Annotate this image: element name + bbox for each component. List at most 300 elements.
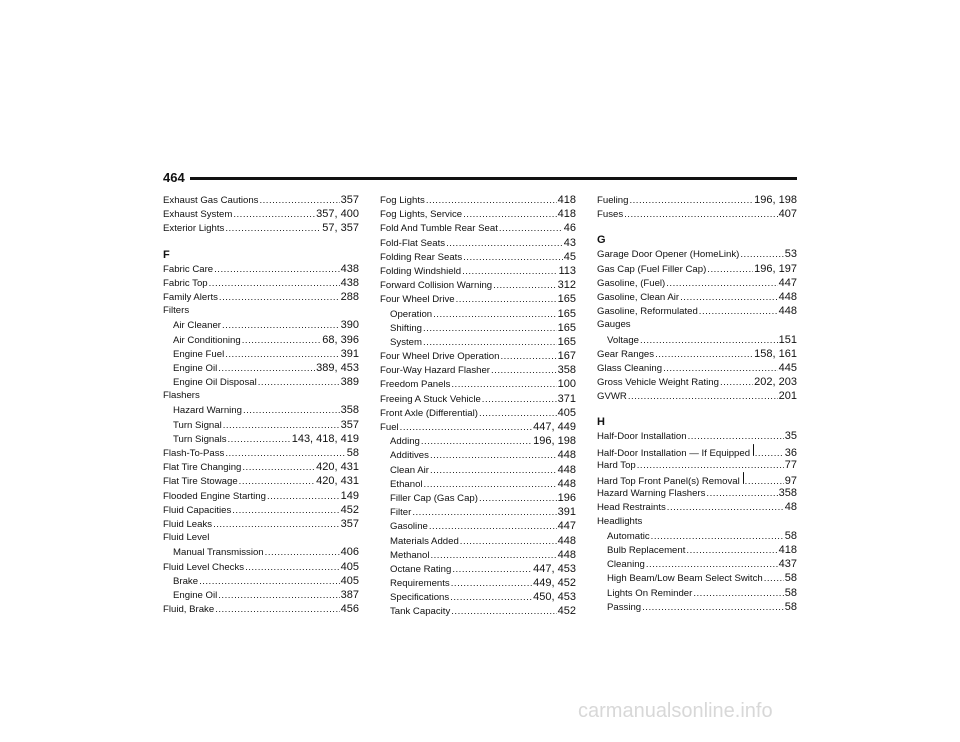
- dot-leader: [400, 421, 533, 434]
- index-term: Fluid Level: [163, 532, 210, 544]
- page-reference: 165: [557, 335, 576, 348]
- index-term: Exhaust Gas Cautions: [163, 195, 259, 206]
- index-subentry: [380, 434, 576, 448]
- index-term: Gasoline, Reformulated: [597, 306, 698, 318]
- dot-leader: [423, 322, 557, 335]
- dot-leader: [265, 546, 340, 559]
- page-reference: 391: [557, 506, 576, 519]
- dot-leader: [479, 492, 557, 505]
- index-term: Four Wheel Drive: [380, 294, 455, 306]
- index-entry: [597, 429, 797, 443]
- dot-leader: [680, 291, 778, 304]
- play-video-icon: [753, 444, 754, 456]
- dot-leader: [225, 447, 345, 460]
- dot-leader: [228, 433, 291, 446]
- dot-leader: [421, 435, 532, 448]
- index-entry: [163, 446, 359, 460]
- index-term: Flooded Engine Starting: [163, 490, 266, 502]
- page-reference: 312: [557, 279, 576, 292]
- page-reference: 201: [778, 390, 797, 403]
- page-reference: 448: [778, 305, 797, 318]
- index-entry: [163, 460, 359, 474]
- index-subentry: [380, 335, 576, 349]
- dot-leader: [433, 308, 557, 321]
- index-entry: [163, 276, 359, 290]
- index-entry: [163, 193, 359, 207]
- index-term: Fuel: [380, 422, 399, 433]
- index-entry: [380, 377, 576, 391]
- index-subentry: [380, 576, 576, 590]
- index-term: Gasoline, Clean Air: [597, 291, 680, 303]
- index-subentry: [597, 571, 797, 585]
- index-term: Materials Added: [390, 535, 459, 547]
- page-reference: 58: [784, 586, 797, 599]
- page-reference: 100: [557, 378, 576, 391]
- index-term: Hard Top Front Panel(s) Removal: [597, 476, 740, 487]
- index-entry: [163, 517, 359, 531]
- watermark-footer: carmanualsonline.info: [578, 700, 773, 722]
- index-term: Freedom Panels: [380, 379, 451, 391]
- index-entry: [597, 472, 797, 486]
- page-reference: 196, 198: [754, 194, 797, 206]
- dot-leader: [223, 419, 340, 432]
- page-reference: 437: [778, 558, 797, 571]
- dot-leader: [430, 449, 557, 462]
- section-letter: F: [163, 248, 170, 261]
- index-term: Fabric Care: [163, 263, 214, 275]
- index-term: Flat Tire Changing: [163, 462, 242, 474]
- index-subentry: [380, 562, 576, 576]
- page-reference: 58: [784, 600, 797, 613]
- page-reference: 158, 161: [754, 347, 797, 360]
- dot-leader: [655, 348, 753, 361]
- page-reference: 452: [340, 503, 359, 516]
- dot-leader: [258, 376, 340, 389]
- index-subentry: [380, 307, 576, 321]
- index-subentry: [163, 418, 359, 432]
- index-entry: [597, 500, 797, 514]
- index-subentry: [597, 333, 797, 347]
- index-term: Flat Tire Stowage: [163, 476, 238, 488]
- dot-leader: [666, 277, 777, 290]
- index-term: Turn Signal: [173, 419, 222, 431]
- dot-leader: [462, 265, 557, 278]
- page-reference: 358: [557, 364, 576, 377]
- dot-leader: [199, 575, 340, 588]
- dot-leader: [663, 362, 778, 375]
- dot-leader: [463, 251, 563, 264]
- dot-leader: [245, 561, 340, 574]
- page-reference: 68, 396: [322, 333, 359, 346]
- dot-leader: [218, 589, 339, 602]
- page-reference: 390: [340, 319, 359, 332]
- index-subentry: [380, 604, 576, 618]
- index-term: Clean Air: [390, 464, 429, 476]
- page-reference: 418: [778, 543, 797, 556]
- page-reference: 165: [557, 307, 576, 320]
- index-term: Half-Door Installation — If Equipped: [597, 447, 751, 458]
- dot-leader: [215, 603, 339, 616]
- index-column-3: [597, 193, 797, 614]
- dot-leader: [720, 376, 753, 389]
- index-term: Glass Cleaning: [597, 362, 663, 374]
- index-subentry: [597, 529, 797, 543]
- dot-leader: [243, 404, 340, 417]
- index-column-1: [163, 193, 359, 616]
- index-entry: [163, 290, 359, 304]
- index-term: Four-Way Hazard Flasher: [380, 365, 490, 377]
- page-reference: 358: [340, 404, 359, 417]
- dot-leader: [482, 393, 557, 406]
- index-term: Hazard Warning Flashers: [597, 488, 706, 500]
- index-term: Fluid, Brake: [163, 604, 215, 616]
- index-subentry: [163, 574, 359, 588]
- dot-leader: [430, 549, 556, 562]
- section-letter: G: [597, 234, 606, 247]
- page-reference: 448: [557, 449, 576, 462]
- dot-leader: [424, 478, 557, 491]
- header-rule: [190, 177, 797, 180]
- index-term: Specifications: [390, 592, 450, 604]
- index-entry: [597, 375, 797, 389]
- index-term: Gross Vehicle Weight Rating: [597, 377, 719, 389]
- page-reference: 448: [557, 463, 576, 476]
- dot-leader: [707, 263, 753, 276]
- index-entry: [380, 363, 576, 377]
- dot-leader: [222, 319, 340, 332]
- dot-leader: [479, 407, 557, 420]
- index-subentry: [163, 318, 359, 332]
- index-subentry: [597, 600, 797, 614]
- index-term: Engine Oil: [173, 362, 218, 374]
- index-heading: [163, 304, 359, 318]
- index-term: Fluid Leaks: [163, 518, 213, 530]
- index-entry: [597, 389, 797, 403]
- dot-leader: [232, 504, 339, 517]
- dot-leader: [706, 487, 777, 500]
- index-entry: [597, 276, 797, 290]
- dot-leader: [646, 558, 778, 571]
- page-reference: 167: [557, 350, 576, 363]
- page-reference: 405: [557, 406, 576, 419]
- dot-leader: [463, 208, 557, 221]
- index-heading: [597, 515, 797, 529]
- index-term: Engine Oil: [173, 589, 218, 601]
- index-term: Air Conditioning: [173, 334, 241, 346]
- play-video-icon: [743, 472, 744, 484]
- page-reference: 97: [784, 475, 797, 487]
- page-reference: 438: [340, 276, 359, 289]
- page-reference: 151: [778, 333, 797, 346]
- page-reference: 405: [340, 560, 359, 573]
- page-reference: 448: [557, 534, 576, 547]
- dot-leader: [429, 520, 557, 533]
- page-reference: 389, 453: [316, 361, 359, 374]
- page-reference: 35: [784, 430, 797, 443]
- page-reference: 406: [340, 546, 359, 559]
- index-term: GVWR: [597, 391, 627, 403]
- dot-leader: [629, 194, 753, 207]
- dot-leader: [450, 591, 532, 604]
- index-entry: [380, 221, 576, 235]
- dot-leader: [624, 208, 778, 221]
- dot-leader: [499, 222, 563, 235]
- dot-leader: [242, 461, 315, 474]
- page-reference: 389: [340, 376, 359, 389]
- dot-leader: [451, 378, 556, 391]
- index-term: Brake: [173, 575, 199, 587]
- index-entry: [597, 361, 797, 375]
- index-term: Folding Windshield: [380, 265, 462, 277]
- index-term: Gas Cap (Fuel Filler Cap): [597, 263, 707, 275]
- index-term: Fold And Tumble Rear Seat: [380, 223, 498, 235]
- index-subentry: [380, 321, 576, 335]
- page-reference: 196: [557, 491, 576, 504]
- page-reference: 448: [778, 290, 797, 303]
- page-reference: 420, 431: [316, 461, 359, 474]
- page-reference: 58: [346, 447, 359, 459]
- dot-leader: [493, 279, 556, 292]
- index-heading: [597, 318, 797, 332]
- index-term: Headlights: [597, 515, 643, 527]
- page-reference: 196, 197: [754, 262, 797, 275]
- index-term: System: [390, 336, 422, 348]
- index-subentry: [380, 519, 576, 533]
- index-subentry: [597, 543, 797, 557]
- page-number: 464: [163, 170, 185, 185]
- index-term: Four Wheel Drive Operation: [380, 351, 500, 363]
- dot-leader: [500, 350, 556, 363]
- index-entry: [163, 503, 359, 517]
- index-entry: [163, 262, 359, 276]
- index-subentry: [163, 432, 359, 446]
- page-reference: 448: [557, 477, 576, 490]
- dot-leader: [446, 237, 563, 250]
- index-subentry: [597, 586, 797, 600]
- dot-leader: [688, 430, 784, 443]
- index-entry: [597, 458, 797, 472]
- index-entry: [597, 347, 797, 361]
- page-reference: 447: [778, 276, 797, 289]
- page-reference: 36: [784, 446, 797, 458]
- index-term: Lights On Reminder: [607, 587, 693, 599]
- index-term: Fold-Flat Seats: [380, 237, 446, 249]
- index-term: Front Axle (Differential): [380, 407, 478, 419]
- index-entry: [597, 247, 797, 261]
- page-reference: 407: [778, 208, 797, 221]
- index-subentry: [380, 477, 576, 491]
- index-term: Adding: [390, 436, 420, 448]
- page-reference: 196, 198: [533, 435, 576, 448]
- index-entry: [597, 304, 797, 318]
- dot-leader: [214, 263, 340, 276]
- index-subentry: [163, 375, 359, 389]
- index-entry: [597, 262, 797, 276]
- index-term: Exhaust System: [163, 209, 233, 221]
- index-entry: [380, 236, 576, 250]
- dot-leader: [456, 293, 557, 306]
- index-term: Exterior Lights: [163, 223, 225, 235]
- page-reference: 58: [784, 572, 797, 585]
- index-term: Filler Cap (Gas Cap): [390, 492, 478, 504]
- page-reference: 357: [340, 418, 359, 431]
- index-term: Fuses: [597, 209, 624, 221]
- index-entry: [163, 221, 359, 235]
- index-entry: [597, 207, 797, 221]
- dot-leader: [460, 535, 557, 548]
- dot-leader: [426, 194, 557, 207]
- index-term: Garage Door Opener (HomeLink): [597, 249, 740, 261]
- index-term: Air Cleaner: [173, 320, 221, 332]
- page-reference: 449, 452: [533, 577, 576, 590]
- index-term: Bulb Replacement: [607, 544, 686, 556]
- index-term: Head Restraints: [597, 502, 666, 514]
- index-term: Operation: [390, 308, 433, 320]
- index-entry: [380, 292, 576, 306]
- index-entry: [380, 207, 576, 221]
- page-reference: 405: [340, 574, 359, 587]
- index-entry: [380, 278, 576, 292]
- page-reference: 165: [557, 321, 576, 334]
- index-term: Gear Ranges: [597, 348, 655, 360]
- index-entry: [163, 207, 359, 221]
- index-entry: [380, 264, 576, 278]
- page-reference: 288: [340, 290, 359, 303]
- index-term: Additives: [390, 450, 429, 462]
- index-entry: [163, 474, 359, 488]
- page-reference: 445: [778, 361, 797, 374]
- page-reference: 113: [558, 264, 576, 277]
- index-term: Shifting: [390, 322, 422, 334]
- dot-leader: [423, 336, 557, 349]
- page-reference: 418: [557, 194, 576, 206]
- index-term: High Beam/Low Beam Select Switch: [607, 573, 763, 585]
- dot-leader: [225, 348, 339, 361]
- section-letter: H: [597, 416, 605, 429]
- page-reference: 447, 449: [533, 421, 576, 433]
- page-reference: 371: [557, 392, 576, 405]
- dot-leader: [233, 208, 315, 221]
- index-entry: [597, 444, 797, 458]
- dot-leader: [267, 490, 340, 503]
- dot-leader: [686, 544, 777, 557]
- index-entry: [380, 193, 576, 207]
- index-term: Half-Door Installation: [597, 431, 687, 443]
- index-subentry: [380, 505, 576, 519]
- index-subentry: [597, 557, 797, 571]
- index-entry: [163, 560, 359, 574]
- index-subentry: [163, 361, 359, 375]
- page-reference: 418: [557, 208, 576, 221]
- index-entry: [597, 193, 797, 207]
- dot-leader: [213, 518, 340, 531]
- index-term: Turn Signals: [173, 433, 227, 445]
- index-term: Tank Capacity: [390, 606, 451, 618]
- index-entry: [597, 486, 797, 500]
- dot-leader: [218, 362, 315, 375]
- index-entry: [380, 406, 576, 420]
- dot-leader: [259, 194, 339, 207]
- page-reference: 447: [557, 520, 576, 533]
- page-reference: 53: [784, 248, 797, 261]
- index-term: Gasoline: [390, 521, 428, 533]
- index-subentry: [380, 491, 576, 505]
- index-subentry: [380, 590, 576, 604]
- page-reference: 358: [778, 487, 797, 500]
- page-reference: 456: [340, 603, 359, 616]
- index-term: Gasoline, (Fuel): [597, 277, 666, 289]
- index-term: Fluid Level Checks: [163, 561, 245, 573]
- page-reference: 357: [340, 194, 359, 206]
- page-reference: 165: [557, 293, 576, 306]
- index-term: Fabric Top: [163, 277, 208, 289]
- page-reference: 420, 431: [316, 475, 359, 488]
- page-reference: 45: [563, 250, 576, 263]
- index-term: Gauges: [597, 319, 631, 331]
- dot-leader: [637, 459, 784, 472]
- index-subentry: [163, 545, 359, 559]
- index-subentry: [163, 347, 359, 361]
- index-term: Passing: [607, 601, 642, 613]
- dot-leader: [242, 334, 322, 347]
- index-entry: [380, 349, 576, 363]
- dot-leader: [693, 587, 783, 600]
- page-reference: 448: [557, 548, 576, 561]
- dot-leader: [451, 577, 532, 590]
- index-term: Fog Lights, Service: [380, 209, 463, 221]
- index-term: Engine Fuel: [173, 348, 225, 360]
- index-heading: [163, 389, 359, 403]
- index-term: Fueling: [597, 195, 629, 206]
- index-term: Requirements: [390, 578, 450, 590]
- dot-leader: [239, 475, 316, 488]
- index-term: Filter: [390, 507, 412, 519]
- page-reference: 58: [784, 529, 797, 542]
- page-reference: 452: [557, 605, 576, 618]
- index-term: Hazard Warning: [173, 405, 242, 417]
- page-reference: 77: [784, 458, 797, 471]
- page-reference: 48: [784, 501, 797, 514]
- page-reference: 357: [340, 517, 359, 530]
- dot-leader: [491, 364, 557, 377]
- page-reference: 447, 453: [533, 562, 576, 575]
- index-entry: [380, 392, 576, 406]
- index-term: Fluid Capacities: [163, 504, 232, 516]
- index-term: Filters: [163, 305, 190, 317]
- index-term: Ethanol: [390, 478, 423, 490]
- dot-leader: [699, 305, 778, 318]
- index-subentry: [380, 548, 576, 562]
- index-term: Forward Collision Warning: [380, 280, 493, 292]
- index-subentry: [163, 333, 359, 347]
- index-subentry: [163, 588, 359, 602]
- index-term: Engine Oil Disposal: [173, 377, 257, 389]
- dot-leader: [764, 572, 784, 585]
- index-subentry: [163, 403, 359, 417]
- dot-leader: [452, 563, 532, 576]
- page-reference: 149: [340, 489, 359, 502]
- dot-leader: [451, 605, 556, 618]
- page-reference: 450, 453: [533, 591, 576, 604]
- index-subentry: [380, 463, 576, 477]
- dot-leader: [667, 501, 784, 514]
- index-subentry: [380, 534, 576, 548]
- dot-leader: [430, 464, 557, 477]
- dot-leader: [740, 248, 783, 261]
- index-term: Octane Rating: [390, 563, 452, 575]
- index-entry: [163, 602, 359, 616]
- page-reference: 202, 203: [754, 376, 797, 389]
